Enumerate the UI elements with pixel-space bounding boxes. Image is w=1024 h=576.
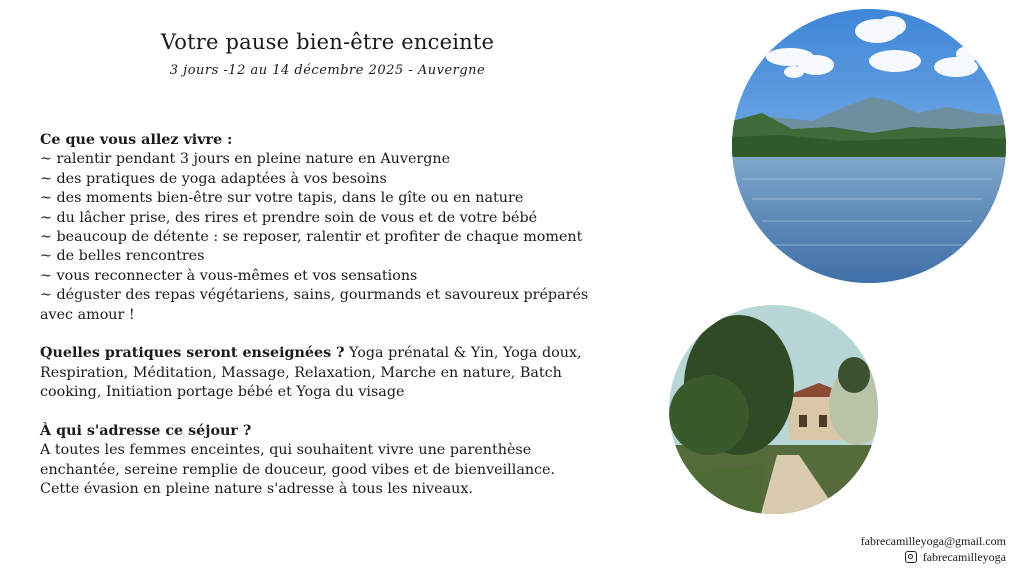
section-heading: Ce que vous allez vivre : — [40, 132, 233, 148]
audience-text: A toutes les femmes enceintes, qui souhaitent vivre une parenthèse — [40, 442, 532, 459]
list-item: ~ du lâcher prise, des rires et prendre soin de vous et de votre bébé — [40, 209, 538, 226]
list-item: ~ ralentir pendant 3 jours en pleine nature en Auvergne — [40, 151, 451, 168]
house-garden-photo — [669, 305, 878, 514]
list-item: ~ déguster des repas végétariens, sains, gourmands et savoureux préparés — [40, 287, 589, 304]
list-item: ~ des pratiques de yoga adaptées à vos besoins — [40, 170, 387, 187]
lake-photo — [732, 9, 1006, 283]
section-heading: À qui s'adresse ce séjour ? — [40, 423, 252, 440]
practices-text: Yoga prénatal & Yin, Yoga doux, — [344, 345, 582, 362]
audience-text: Cette évasion en pleine nature s'adresse à tous les niveaux. — [40, 481, 473, 498]
main-content — [40, 131, 589, 519]
section-heading: Quelles pratiques seront enseignées ? — [40, 345, 345, 362]
page-title: Votre pause bien-être enceinte — [160, 30, 495, 54]
email-address[interactable]: fabrecamilleyoga@gmail.com — [860, 534, 1006, 548]
list-item: ~ des moments bien-être sur votre tapis, dans le gîte ou en nature — [40, 190, 524, 207]
practices-text: cooking, Initiation portage bébé et Yoga du visage — [40, 384, 405, 401]
page-subtitle: 3 jours -12 au 14 décembre 2025 - Auvergne — [169, 63, 486, 78]
list-item: ~ vous reconnecter à vous-mêmes et vos sensations — [40, 267, 418, 284]
instagram-handle-row[interactable] — [861, 549, 1006, 565]
instagram-handle: fabrecamilleyoga — [922, 550, 1006, 564]
section-audience — [40, 422, 585, 500]
audience-text: enchantée, sereine remplie de douceur, good vibes et de bienveillance. — [40, 461, 556, 478]
instagram-icon — [905, 551, 917, 563]
list-item: ~ beaucoup de détente : se reposer, ralentir et profiter de chaque moment — [40, 229, 583, 246]
contact-block — [861, 533, 1006, 565]
practices-text: Respiration, Méditation, Massage, Relaxation, Marche en nature, Batch — [40, 364, 562, 381]
list-item: ~ de belles rencontres — [40, 248, 205, 265]
section-practices — [40, 344, 585, 402]
list-item: avec amour ! — [40, 306, 135, 323]
section-what-you-will-experience — [40, 131, 589, 325]
